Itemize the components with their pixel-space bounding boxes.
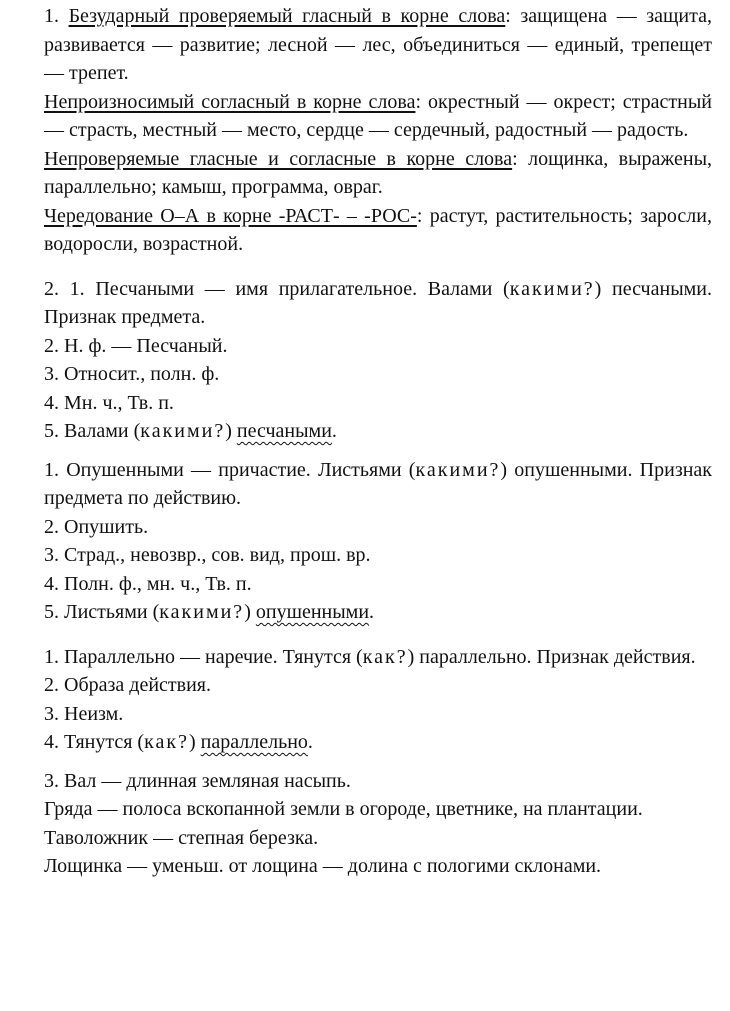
list-item: 2. Образа действия.: [44, 674, 211, 696]
rule-heading: Непроверяемые гласные и согласные в корне слова: [44, 147, 513, 170]
paragraph-unverifiable-letters: [44, 145, 712, 202]
underlined-word: песчаными: [236, 420, 332, 442]
list-item: 2. Опушить.: [44, 515, 149, 538]
definition-loshchinka: Лощинка — уменьш. от лощина — долина с пологими склонами.: [44, 855, 602, 877]
definition-val: 3. Вал — длинная земляная насыпь.: [44, 769, 351, 792]
parse-participle-intro: 1. Опушенными — причастие. Листьями (какими?) опушенными. Признак предмета по действию.: [44, 458, 713, 509]
item-number: 1.: [44, 5, 69, 27]
definition-tavolozhnik: Таволожник — степная березка.: [44, 826, 319, 849]
question-word: как?: [362, 645, 408, 668]
paragraph-unstressed-vowel: [44, 2, 712, 88]
rule-examples: : защищена — защита, развивается — развитие; лесной — лес, объединиться — единый, трепещет — трепет.: [44, 5, 713, 84]
rule-examples: : растут, растительность; заросли, водоросли, возрастной.: [44, 204, 712, 255]
rule-examples: : окрестный — окрест; страстный — страсть, местный — место, сердце — сердечный, радостный — радость.: [44, 90, 712, 141]
rule-heading: Непроизносимый согласный в корне слова: [44, 90, 416, 113]
rule-examples: : лощинка, выражены, параллельно; камыш, программа, овраг.: [44, 147, 713, 198]
list-item: 3. Страд., невозвр., сов. вид, прош. вр.: [44, 544, 371, 566]
rule-heading: Безударный проверяемый гласный в корне слова: [68, 5, 506, 27]
question-word: какими?: [140, 420, 226, 442]
list-item: 4. Мн. ч., Тв. п.: [44, 391, 174, 414]
list-item: 5. Валами (какими?) песчаными.: [44, 420, 337, 442]
rule-heading: Чередование О–А в корне -РАСТ- – -РОС-: [44, 204, 417, 227]
list-item: 2. Н. ф. — Песчаный.: [44, 334, 228, 357]
question-word: как?: [144, 731, 189, 753]
list-item: 4. Тянутся (как?) параллельно.: [44, 731, 313, 753]
list-item: 3. Неизм.: [44, 702, 124, 725]
question-word: какими?: [159, 601, 245, 623]
list-item: 3. Относит., полн. ф.: [44, 363, 220, 385]
list-item: 5. Листьями (какими?) опушенными.: [44, 601, 375, 623]
definition-gryada: Гряда — полоса вскопанной земли в огороде, цветнике, на плантации.: [44, 798, 643, 820]
underlined-word: параллельно: [200, 731, 308, 753]
underlined-word: опушенными: [255, 601, 370, 623]
question-word: какими?: [415, 458, 501, 481]
question-word: какими?: [509, 277, 595, 300]
paragraph-alternation: [44, 202, 712, 259]
parse-adverb-intro: 1. Параллельно — наречие. Тянутся (как?) параллельно. Признак действия.: [44, 645, 696, 668]
paragraph-silent-consonant: [44, 88, 712, 145]
parse-adjective-intro: 2. 1. Песчаными — имя прилагательное. Валами (какими?) песчаными. Признак предмета.: [44, 277, 712, 328]
list-item: 4. Полн. ф., мн. ч., Тв. п.: [44, 572, 252, 595]
